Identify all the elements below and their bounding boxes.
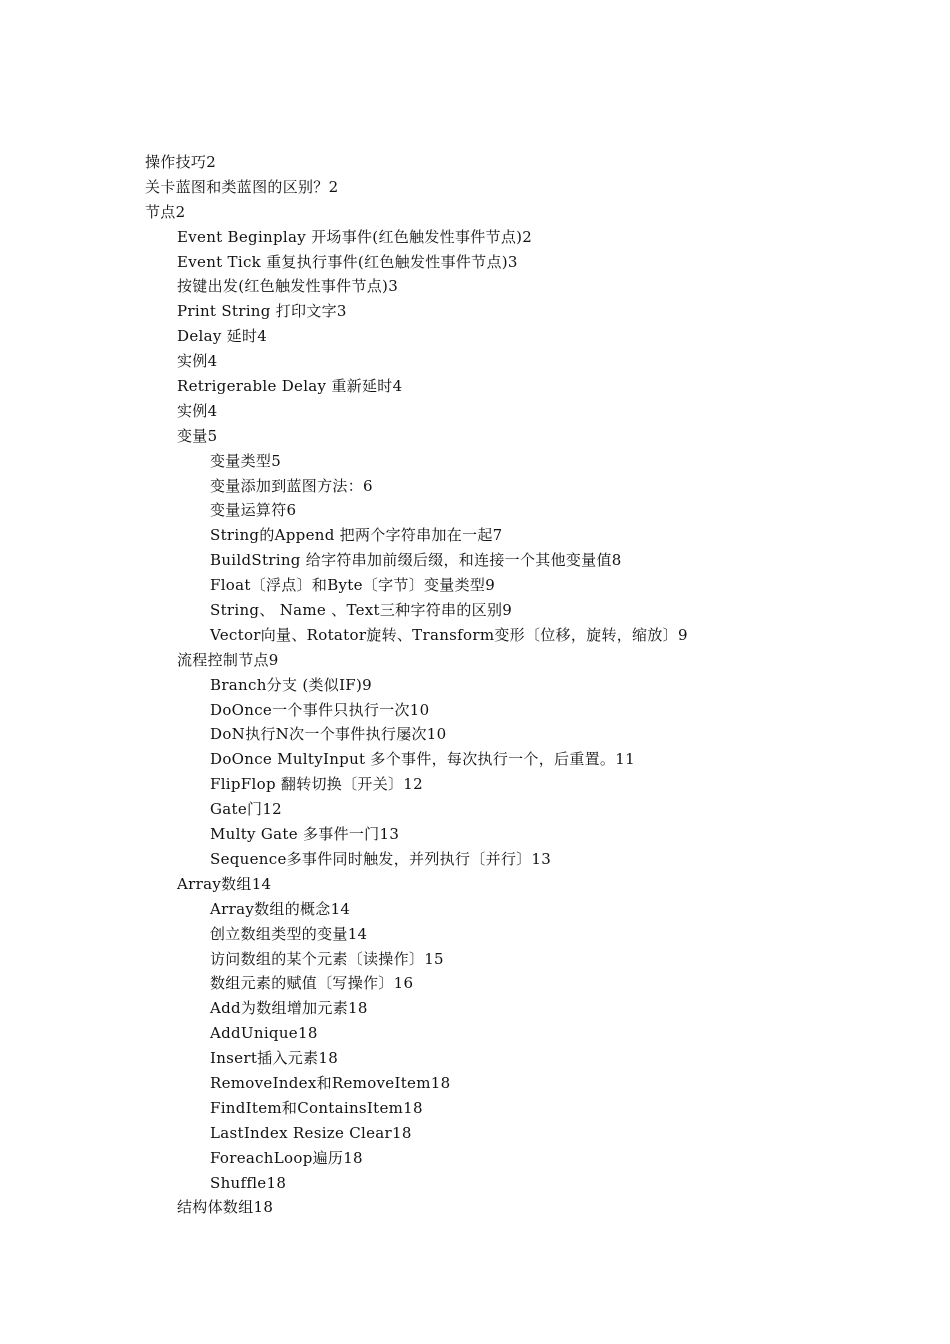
toc-entry[interactable] [0, 1021, 950, 1046]
toc-entry-text: 操作技巧2 [145, 153, 217, 171]
toc-entry[interactable] [0, 598, 950, 623]
toc-entry[interactable] [0, 698, 950, 723]
toc-entry[interactable] [0, 797, 950, 822]
toc-entry-text: Gate门12 [210, 800, 283, 819]
toc-entry[interactable] [0, 1171, 950, 1196]
toc-entry-text: Shuffle18 [210, 1173, 287, 1192]
toc-entry-text: Array数组的概念14 [210, 899, 351, 918]
toc-entry-text: Branch分支 (类似IF)9 [210, 675, 373, 694]
toc-entry[interactable] [0, 523, 950, 548]
toc-entry[interactable] [0, 225, 950, 250]
toc-entry-text: ForeachLoop遍历18 [210, 1148, 363, 1167]
toc-entry-text: AddUnique18 [210, 1024, 318, 1043]
toc-entry-text: DoN执行N次一个事件执行屡次10 [210, 725, 447, 744]
toc-entry-text: Insert插入元素18 [210, 1049, 339, 1068]
toc-entry[interactable] [0, 648, 950, 673]
toc-entry-text: Retrigerable Delay 重新延时4 [177, 377, 403, 396]
toc-entry-text: 创立数组类型的变量14 [210, 924, 368, 943]
toc-entry-text: DoOnce MultyInput 多个事件，每次执行一个，后重置。11 [210, 750, 635, 769]
toc-entry[interactable] [0, 498, 950, 523]
table-of-contents [0, 150, 950, 1220]
toc-entry-text: String的Append 把两个字符串加在一起7 [210, 526, 503, 545]
toc-entry[interactable] [0, 474, 950, 499]
toc-entry-text: 结构体数组18 [177, 1198, 274, 1217]
toc-entry[interactable] [0, 897, 950, 922]
toc-entry-text: 流程控制节点9 [177, 650, 279, 669]
toc-entry-text: 数组元素的赋值〔写操作〕16 [210, 974, 414, 993]
toc-entry-text: 实例4 [177, 352, 218, 371]
toc-entry[interactable] [0, 374, 950, 399]
toc-entry[interactable] [0, 349, 950, 374]
toc-entry[interactable] [0, 872, 950, 897]
toc-entry-text: Print String 打印文字3 [177, 302, 347, 321]
toc-entry[interactable] [0, 722, 950, 747]
toc-entry[interactable] [0, 822, 950, 847]
toc-entry[interactable] [0, 1146, 950, 1171]
toc-entry-text: 变量类型5 [210, 451, 282, 470]
toc-entry[interactable] [0, 947, 950, 972]
toc-entry-text: 节点2 [145, 202, 186, 221]
toc-entry-text: RemoveIndex和RemoveItem18 [210, 1073, 451, 1092]
toc-entry[interactable] [0, 548, 950, 573]
toc-entry[interactable] [0, 673, 950, 698]
toc-entry-text: Sequence多事件同时触发，并列执行〔并行〕13 [210, 849, 552, 868]
toc-entry-text: FlipFlop 翻转切换〔开关〕12 [210, 775, 423, 794]
toc-entry-text: 实例4 [177, 401, 218, 420]
toc-entry-text: BuildString 给字符串加前缀后缀，和连接一个其他变量值8 [210, 551, 622, 570]
toc-entry-text: 变量添加到蓝图方法：6 [210, 476, 373, 495]
toc-entry[interactable] [0, 150, 950, 175]
toc-entry[interactable] [0, 772, 950, 797]
toc-entry[interactable] [0, 971, 950, 996]
toc-entry-text: Float〔浮点〕和Byte〔字节〕变量类型9 [210, 576, 496, 595]
toc-entry[interactable] [0, 200, 950, 225]
toc-entry-text: String、 Name 、Text三种字符串的区别9 [210, 601, 513, 620]
toc-entry[interactable] [0, 175, 950, 200]
toc-entry[interactable] [0, 1046, 950, 1071]
toc-entry-text: 变量运算符6 [210, 501, 297, 520]
toc-entry-text: Event Tick 重复执行事件(红色触发性事件节点)3 [177, 252, 518, 271]
toc-entry[interactable] [0, 399, 950, 424]
toc-entry[interactable] [0, 324, 950, 349]
toc-entry-text: DoOnce一个事件只执行一次10 [210, 700, 430, 719]
toc-entry-text: 按键出发(红色触发性事件节点)3 [177, 277, 399, 296]
toc-entry-text: Multy Gate 多事件一门13 [210, 825, 400, 844]
toc-entry[interactable] [0, 449, 950, 474]
toc-entry[interactable] [0, 1195, 950, 1220]
toc-entry-text: 变量5 [177, 426, 218, 445]
toc-entry-text: Event Beginplay 开场事件(红色触发性事件节点)2 [177, 227, 533, 246]
toc-entry-text: 关卡蓝图和类蓝图的区别？2 [145, 177, 339, 196]
toc-entry-text: 访问数组的某个元素〔读操作〕15 [210, 949, 444, 968]
toc-entry[interactable] [0, 250, 950, 275]
toc-entry-text: Array数组14 [177, 874, 272, 893]
toc-entry[interactable] [0, 424, 950, 449]
toc-entry[interactable] [0, 623, 950, 648]
toc-entry[interactable] [0, 747, 950, 772]
toc-entry[interactable] [0, 996, 950, 1021]
toc-entry[interactable] [0, 1096, 950, 1121]
toc-entry[interactable] [0, 1071, 950, 1096]
toc-entry-text: Add为数组增加元素18 [210, 999, 368, 1018]
toc-entry[interactable] [0, 922, 950, 947]
toc-entry-text: Vector向量、Rotator旋转、Transform变形〔位移，旋转，缩放〕9 [210, 625, 688, 644]
toc-entry-text: FindItem和ContainsItem18 [210, 1098, 423, 1117]
toc-entry[interactable] [0, 274, 950, 299]
toc-entry[interactable] [0, 1121, 950, 1146]
toc-entry-text: Delay 延时4 [177, 327, 268, 346]
toc-entry[interactable] [0, 299, 950, 324]
toc-entry-text: LastIndex Resize Clear18 [210, 1123, 412, 1142]
toc-entry[interactable] [0, 573, 950, 598]
toc-entry[interactable] [0, 847, 950, 872]
